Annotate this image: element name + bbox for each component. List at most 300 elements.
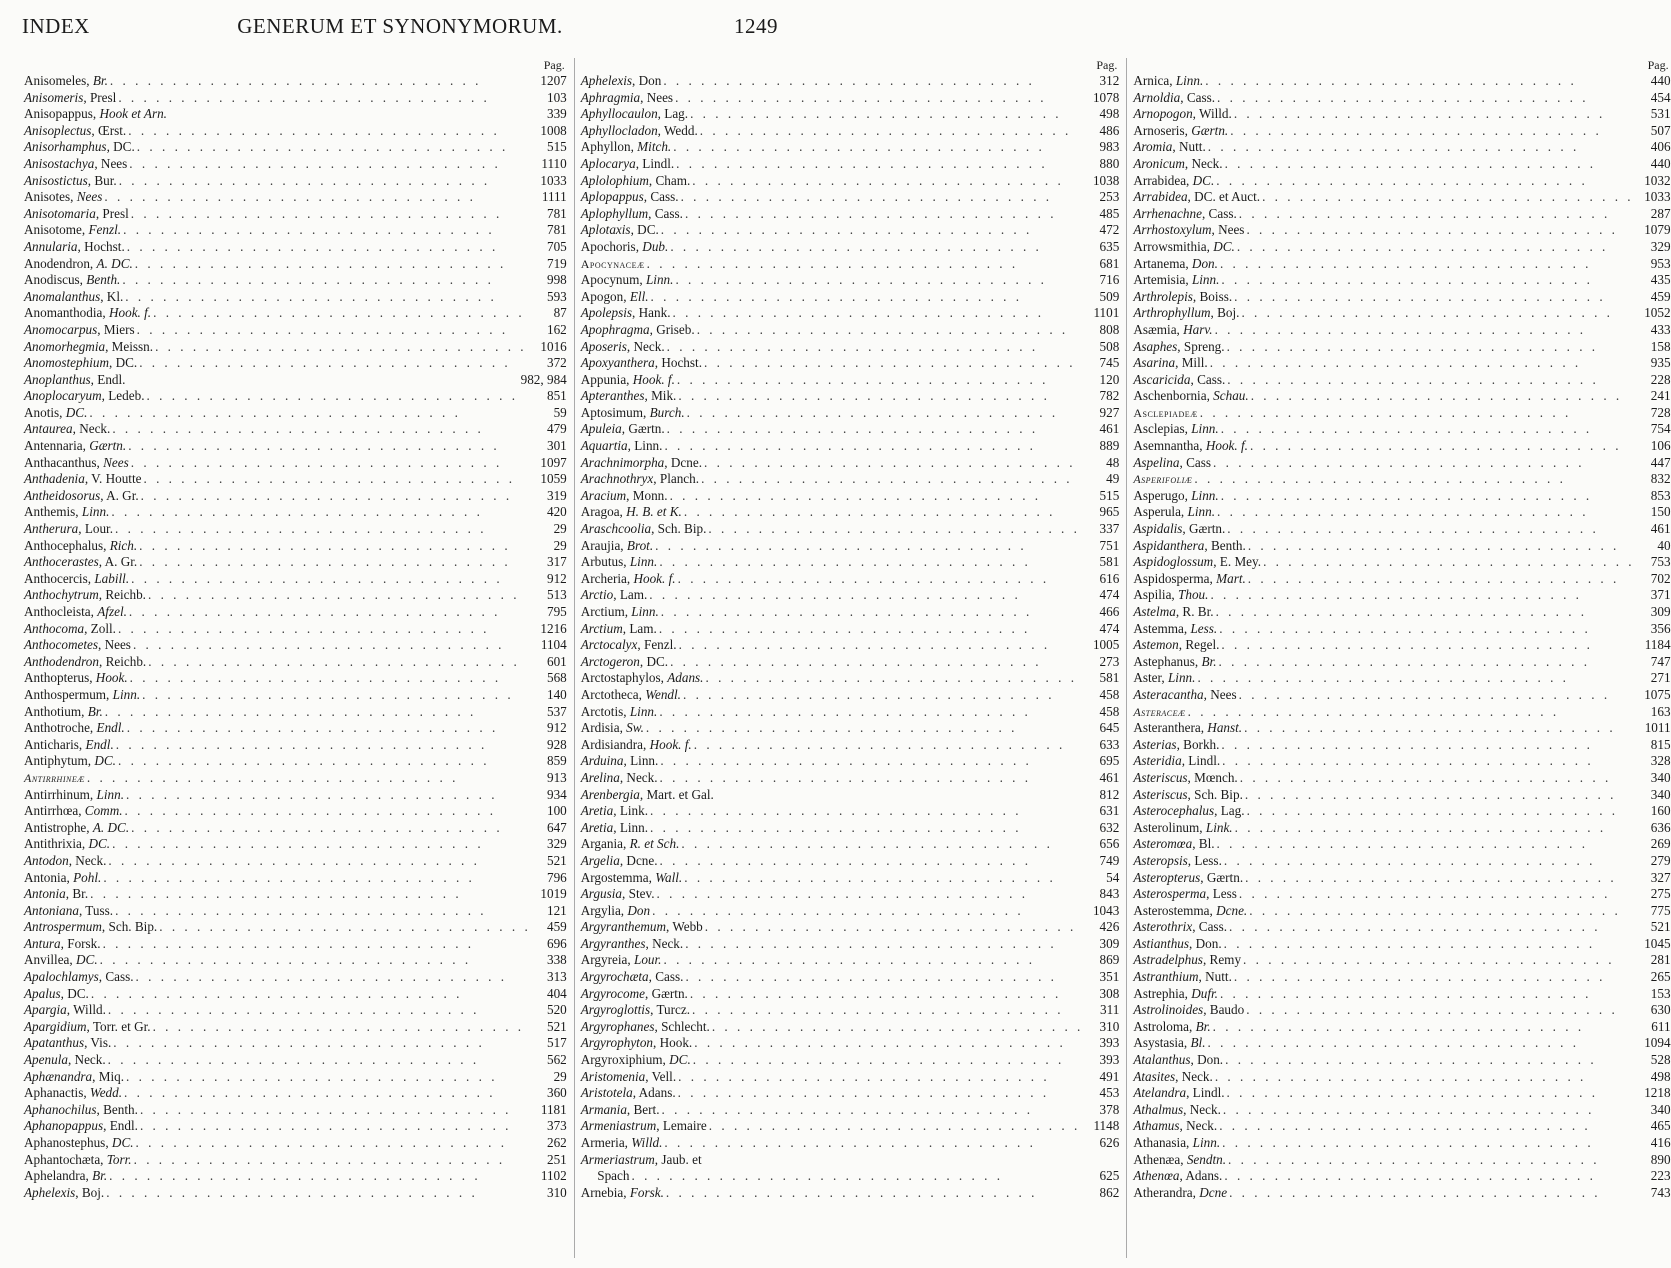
index-entry xyxy=(24,372,567,389)
entry-page: 509 xyxy=(1099,288,1120,304)
leader-dots xyxy=(1260,189,1637,206)
leader-dots xyxy=(1232,289,1636,306)
entry-page: 301 xyxy=(546,438,567,454)
index-entry xyxy=(581,903,1120,920)
leader-dots xyxy=(1261,554,1637,571)
entry-page: 953 xyxy=(1650,255,1671,271)
leader-dots xyxy=(1249,388,1637,405)
leader-dots xyxy=(1243,870,1636,887)
entry-page: 48 xyxy=(1106,454,1120,470)
leader-dots xyxy=(145,388,533,405)
entry-name: Armania, Bert. xyxy=(580,1101,660,1117)
index-entry xyxy=(24,1152,567,1169)
leader-dots xyxy=(137,355,533,372)
index-entry xyxy=(581,90,1120,107)
entry-name: Arctio, Lam. xyxy=(580,587,648,603)
leader-dots xyxy=(658,770,1086,787)
index-entry xyxy=(1133,471,1670,488)
entry-name: Anthotium, Br. xyxy=(24,703,103,719)
leader-dots xyxy=(648,820,1085,837)
index-entry xyxy=(24,571,567,588)
entry-name: Aspidalis, Gærtn. xyxy=(1133,521,1226,537)
entry-name: Arbutus, Linn. xyxy=(580,554,658,570)
leader-dots xyxy=(129,820,533,837)
leader-dots xyxy=(107,1168,533,1185)
entry-page: 775 xyxy=(1650,902,1671,918)
index-entry xyxy=(1133,106,1670,123)
leader-dots xyxy=(649,289,1086,306)
entry-page: 928 xyxy=(546,736,567,752)
entry-page: 859 xyxy=(546,753,567,769)
entry-name: Asperula, Linn. xyxy=(1133,504,1216,520)
leader-dots xyxy=(676,571,1086,588)
index-entry xyxy=(24,820,567,837)
index-entry xyxy=(24,1019,567,1036)
entry-page: 140 xyxy=(546,686,567,702)
entry-name: Argania, R. et Sch. xyxy=(580,836,680,852)
index-entry xyxy=(581,222,1120,239)
index-entry xyxy=(581,753,1120,770)
leader-dots xyxy=(676,1085,1086,1102)
entry-name: Astephanus, Br. xyxy=(1133,653,1217,669)
leader-dots xyxy=(681,687,1085,704)
entry-name: Aromia, Nutt. xyxy=(1133,139,1206,155)
leader-dots xyxy=(674,156,1085,173)
index-entry xyxy=(581,637,1120,654)
index-entry xyxy=(24,587,567,604)
entry-page: 753 xyxy=(1650,554,1671,570)
leader-dots xyxy=(658,853,1086,870)
leader-dots xyxy=(691,1052,1086,1069)
entry-name: Aster, Linn. xyxy=(1133,670,1196,686)
entry-page: 1052 xyxy=(1644,305,1671,321)
leader-dots xyxy=(129,455,533,472)
entry-page: 520 xyxy=(546,1002,567,1018)
entry-page: 581 xyxy=(1099,554,1120,570)
index-entry xyxy=(1133,1152,1670,1169)
entry-page: 474 xyxy=(1099,587,1120,603)
entry-name: Asterosperma, Less xyxy=(1133,886,1237,902)
entry-name: Anomocarpus, Miers xyxy=(24,321,135,337)
index-entry xyxy=(24,952,567,969)
leader-dots xyxy=(1218,256,1637,273)
index-entry xyxy=(581,521,1120,538)
entry-name: Arctogeron, DC. xyxy=(580,653,669,669)
entry-page: 120 xyxy=(1099,371,1120,387)
entry-page: 317 xyxy=(546,554,567,570)
entry-page: 631 xyxy=(1099,803,1120,819)
index-entry xyxy=(24,272,567,289)
leader-dots xyxy=(647,587,1085,604)
leader-dots xyxy=(153,339,533,356)
entry-name: Asteracantha, Nees xyxy=(1133,686,1237,702)
leader-dots xyxy=(629,1168,1085,1185)
entry-name: Aspelina, Cass xyxy=(1133,454,1211,470)
entry-page: 983 xyxy=(1099,139,1120,155)
leader-dots xyxy=(110,836,533,853)
entry-page: 815 xyxy=(1650,736,1671,752)
leader-dots xyxy=(1223,1052,1636,1069)
leader-dots xyxy=(683,936,1085,953)
index-entry xyxy=(24,1085,567,1102)
entry-name: Athamus, Neck. xyxy=(1133,1118,1218,1134)
leader-dots xyxy=(658,753,1085,770)
leader-dots xyxy=(123,289,532,306)
entry-page: 338 xyxy=(546,952,567,968)
leader-dots xyxy=(85,770,533,787)
index-entry xyxy=(24,770,567,787)
index-entry xyxy=(581,1069,1120,1086)
leader-dots xyxy=(1246,538,1637,555)
entry-name: Apatanthus, Vis. xyxy=(24,1035,112,1051)
entry-page: 1059 xyxy=(540,471,567,487)
leader-dots xyxy=(101,936,533,953)
entry-name: Arnopogon, Willd. xyxy=(1133,106,1232,122)
entry-page: 310 xyxy=(546,1184,567,1200)
entry-name: Aplopappus, Cass. xyxy=(580,189,679,205)
leader-dots xyxy=(1213,1069,1637,1086)
entry-name: Antithrixia, DC. xyxy=(24,836,111,852)
index-entry xyxy=(1133,355,1670,372)
index-entry xyxy=(581,156,1120,173)
entry-name: Arctocalyx, Fenzl. xyxy=(580,637,677,653)
leader-dots xyxy=(683,206,1085,223)
leader-dots xyxy=(679,189,1086,206)
entry-page: 458 xyxy=(1099,686,1120,702)
entry-name: Arnoseris, Gærtn. xyxy=(1133,122,1229,138)
entry-page: 310 xyxy=(1099,1018,1120,1034)
entry-name: Aphyllocaulon, Lag. xyxy=(580,106,689,122)
index-entry xyxy=(581,670,1120,687)
leader-dots xyxy=(116,753,533,770)
index-entry xyxy=(24,106,567,123)
entry-page: 241 xyxy=(1650,388,1671,404)
index-entry xyxy=(24,936,567,953)
leader-dots xyxy=(703,670,1085,687)
entry-name: Argyreia, Lour. xyxy=(580,952,662,968)
entry-name: Aphelandra, Br. xyxy=(24,1168,108,1184)
entry-page: 1207 xyxy=(540,73,567,88)
entry-name: Aphelexis, Don xyxy=(580,73,662,88)
entry-name: Aracium, Monn. xyxy=(580,487,668,503)
entry-name: Athenæa, Sendtn. xyxy=(1133,1151,1227,1167)
index-entry xyxy=(581,787,1120,804)
leader-dots xyxy=(1221,1102,1637,1119)
entry-page: 702 xyxy=(1650,570,1671,586)
entry-page: 808 xyxy=(1099,321,1120,337)
entry-name: Atasites, Neck. xyxy=(1133,1068,1213,1084)
leader-dots xyxy=(702,355,1085,372)
index-entry xyxy=(24,438,567,455)
entry-page: 339 xyxy=(546,106,567,122)
entry-page: 440 xyxy=(1650,73,1671,88)
leader-dots xyxy=(1241,952,1637,969)
leader-dots xyxy=(673,90,1085,107)
entry-page: 593 xyxy=(546,288,567,304)
entry-page: 54 xyxy=(1106,869,1120,885)
entry-page: 281 xyxy=(1650,952,1671,968)
entry-name: Armeniastrum, Lemaire xyxy=(580,1118,707,1134)
leader-dots xyxy=(121,222,533,239)
entry-name: Antistrophe, A. DC. xyxy=(24,819,130,835)
leader-dots xyxy=(1208,587,1636,604)
leader-dots xyxy=(123,803,533,820)
index-entry xyxy=(581,803,1120,820)
index-entry xyxy=(581,438,1120,455)
entry-name: Aspidoglossum, E. Mey. xyxy=(1133,554,1262,570)
leader-dots xyxy=(103,704,533,721)
index-entry xyxy=(24,1102,567,1119)
index-entry xyxy=(24,919,567,936)
leader-dots xyxy=(126,438,533,455)
leader-dots xyxy=(699,471,1085,488)
index-entry xyxy=(1133,339,1670,356)
index-entry xyxy=(581,488,1120,505)
leader-dots xyxy=(88,886,533,903)
leader-dots xyxy=(104,1185,533,1202)
running-header xyxy=(22,14,778,42)
leader-dots xyxy=(151,1019,533,1036)
entry-page: 100 xyxy=(546,803,567,819)
entry-page: 890 xyxy=(1650,1151,1671,1167)
entry-page: 29 xyxy=(553,537,567,553)
entry-name: Asteriscus, Sch. Bip. xyxy=(1133,786,1243,802)
entry-page: 781 xyxy=(546,205,567,221)
entry-name: Antirrhœa, Comm. xyxy=(24,803,123,819)
entry-page: 163 xyxy=(1650,703,1671,719)
leader-dots xyxy=(688,986,1086,1003)
index-entry xyxy=(1133,1069,1670,1086)
entry-name: Aphanactis, Wedd. xyxy=(24,1085,123,1101)
index-entry xyxy=(1133,720,1670,737)
index-entry xyxy=(24,886,567,903)
index-entry xyxy=(581,1002,1120,1019)
entry-page: 1043 xyxy=(1092,902,1120,918)
index-entry xyxy=(1133,770,1670,787)
index-entry xyxy=(1133,123,1670,140)
entry-name: Asterolinum, Link. xyxy=(1133,819,1233,835)
index-entry xyxy=(581,471,1120,488)
index-entry xyxy=(581,720,1120,737)
index-entry xyxy=(24,123,567,140)
index-entry xyxy=(581,538,1120,555)
entry-page: 153 xyxy=(1650,985,1671,1001)
index-entry xyxy=(581,1102,1120,1119)
entry-page: 1016 xyxy=(540,338,567,354)
entry-name: Aphelexis, Boj. xyxy=(24,1184,105,1200)
index-entry xyxy=(581,421,1120,438)
entry-page: 327 xyxy=(1650,869,1671,885)
entry-name: Athanasia, Linn. xyxy=(1133,1135,1221,1150)
entry-page: 754 xyxy=(1650,421,1671,437)
index-entry xyxy=(581,372,1120,389)
index-entry xyxy=(581,1052,1120,1069)
entry-name: Antonia, Br. xyxy=(24,886,89,902)
leader-dots xyxy=(111,1035,532,1052)
index-entry xyxy=(24,1052,567,1069)
entry-page: 275 xyxy=(1650,886,1671,902)
entry-page: 59 xyxy=(553,404,567,420)
column-page-label: Pag. xyxy=(1647,58,1669,72)
entry-page: 458 xyxy=(1099,703,1120,719)
entry-name: Anisotes, Nees xyxy=(24,189,103,205)
entry-name: Apuleia, Gærtn. xyxy=(580,421,665,437)
leader-dots xyxy=(1225,521,1636,538)
index-entry xyxy=(1133,1035,1670,1052)
leader-dots xyxy=(113,521,533,538)
entry-name: Aposeris, Neck. xyxy=(580,338,665,354)
entry-name: Aronicum, Neck. xyxy=(1133,155,1223,171)
index-columns xyxy=(24,58,1671,1258)
index-entry xyxy=(1133,372,1670,389)
entry-name: Arrhostoxylum, Nees xyxy=(1133,222,1245,238)
leader-dots xyxy=(117,173,533,190)
index-entry xyxy=(24,471,567,488)
entry-page: 351 xyxy=(1099,969,1120,985)
entry-page: 150 xyxy=(1650,504,1671,520)
leader-dots xyxy=(1222,853,1637,870)
leader-dots xyxy=(671,305,1086,322)
leader-dots xyxy=(108,73,533,90)
entry-page: 581 xyxy=(1099,670,1120,686)
index-column-2 xyxy=(574,58,1120,1258)
entry-page: 1079 xyxy=(1644,222,1671,238)
entry-page: 636 xyxy=(1650,819,1671,835)
index-entry xyxy=(581,554,1120,571)
entry-name: Armeria, Willd. xyxy=(580,1135,663,1150)
entry-name: Asaphes, Spreng. xyxy=(1133,338,1225,354)
entry-name: Aspilia, Thou. xyxy=(1133,587,1209,603)
entry-name: Atherandra, Dcne xyxy=(1133,1184,1228,1200)
entry-name: Anisotome, Fenzl. xyxy=(24,222,122,238)
entry-name: Asclepias, Linn. xyxy=(1133,421,1219,437)
entry-page: 160 xyxy=(1650,803,1671,819)
entry-name: Argusia, Stev. xyxy=(580,886,655,902)
leader-dots xyxy=(1237,206,1637,223)
index-entry xyxy=(581,952,1120,969)
index-entry xyxy=(1133,836,1670,853)
entry-page: 965 xyxy=(1099,504,1120,520)
entry-name: Arenbergia, Mart. et Gal. xyxy=(580,786,714,802)
index-entry xyxy=(581,455,1120,472)
entry-page: 313 xyxy=(546,969,567,985)
entry-page: 625 xyxy=(1099,1168,1120,1184)
index-entry xyxy=(1133,173,1670,190)
index-entry xyxy=(1133,438,1670,455)
entry-page: 372 xyxy=(546,355,567,371)
entry-page: 851 xyxy=(546,388,567,404)
entry-page: 843 xyxy=(1099,886,1120,902)
entry-name: Anthemis, Linn. xyxy=(24,504,110,520)
entry-name: Araschcoolia, Sch. Bip. xyxy=(580,521,707,537)
entry-page: 228 xyxy=(1650,371,1671,387)
leader-dots xyxy=(1247,903,1636,920)
index-entry xyxy=(1133,156,1670,173)
leader-dots xyxy=(134,969,533,986)
index-entry xyxy=(24,637,567,654)
leader-dots xyxy=(1232,969,1637,986)
entry-page: 611 xyxy=(1651,1018,1671,1034)
index-entry xyxy=(1133,820,1670,837)
index-entry xyxy=(1133,670,1670,687)
entry-page: 251 xyxy=(546,1151,567,1167)
entry-name: Aphantochæta, Torr. xyxy=(24,1151,132,1167)
leader-dots xyxy=(695,322,1086,339)
entry-name: Aplocarya, Lindl. xyxy=(580,155,675,171)
entry-name: Apolepsis, Hank. xyxy=(580,305,671,321)
leader-dots xyxy=(661,73,1085,90)
index-entry xyxy=(1133,521,1670,538)
entry-page: 49 xyxy=(1106,471,1120,487)
entry-name: Argyroglottis, Turcz. xyxy=(580,1002,691,1018)
leader-dots xyxy=(1222,1168,1636,1185)
index-entry xyxy=(24,173,567,190)
entry-page: 1111 xyxy=(541,189,567,205)
entry-name: Arduina, Linn. xyxy=(580,753,659,769)
entry-page: 279 xyxy=(1650,852,1671,868)
entry-name: Aphyllocladon, Wedd. xyxy=(580,122,698,138)
entry-name: Arrabidea, DC. et Auct. xyxy=(1133,189,1261,205)
leader-dots xyxy=(660,1102,1086,1119)
index-entry xyxy=(581,1085,1120,1102)
leader-dots xyxy=(1215,836,1637,853)
entry-name: Antoniana, Tuss. xyxy=(24,902,114,918)
leader-dots xyxy=(665,421,1086,438)
entry-name: Atalanthus, Don. xyxy=(1133,1052,1224,1068)
entry-name: Aplotaxis, DC. xyxy=(580,222,659,238)
entry-page: 632 xyxy=(1099,819,1120,835)
leader-dots xyxy=(141,471,532,488)
entry-page: 328 xyxy=(1650,753,1671,769)
leader-dots xyxy=(125,239,533,256)
leader-dots xyxy=(685,405,1086,422)
leader-dots xyxy=(1232,106,1637,123)
leader-dots xyxy=(1186,704,1637,721)
entry-page: 934 xyxy=(546,786,567,802)
entry-name: Apoxyanthera, Hochst. xyxy=(580,355,702,371)
entry-page: 309 xyxy=(1099,935,1120,951)
index-entry xyxy=(24,986,567,1003)
leader-dots xyxy=(116,90,532,107)
leader-dots xyxy=(1211,455,1637,472)
index-entry xyxy=(1133,455,1670,472)
leader-dots xyxy=(677,637,1086,654)
index-entry xyxy=(1133,322,1670,339)
index-entry xyxy=(24,388,567,405)
leader-dots xyxy=(89,986,533,1003)
entry-page: 1097 xyxy=(540,454,567,470)
entry-page: 360 xyxy=(546,1085,567,1101)
leader-dots xyxy=(126,123,533,140)
entry-name: Anisostictus, Bur. xyxy=(24,172,117,188)
entry-page: 329 xyxy=(1650,238,1671,254)
leader-dots xyxy=(98,952,533,969)
entry-name: Asystasia, Bl. xyxy=(1133,1035,1206,1051)
index-entry xyxy=(581,969,1120,986)
entry-name: Spach xyxy=(580,1168,630,1184)
index-entry xyxy=(24,139,567,156)
entry-page: 459 xyxy=(1650,288,1671,304)
entry-page: 319 xyxy=(546,487,567,503)
entry-name: Artanema, Don. xyxy=(1133,255,1218,271)
entry-name: Anthocleista, Afzel. xyxy=(24,604,127,619)
leader-dots xyxy=(1219,488,1637,505)
entry-page: 373 xyxy=(546,1118,567,1134)
entry-page: 491 xyxy=(1099,1068,1120,1084)
entry-page: 466 xyxy=(1099,604,1120,619)
leader-dots xyxy=(668,239,1085,256)
entry-name: Aptosimum, Burch. xyxy=(580,404,685,420)
